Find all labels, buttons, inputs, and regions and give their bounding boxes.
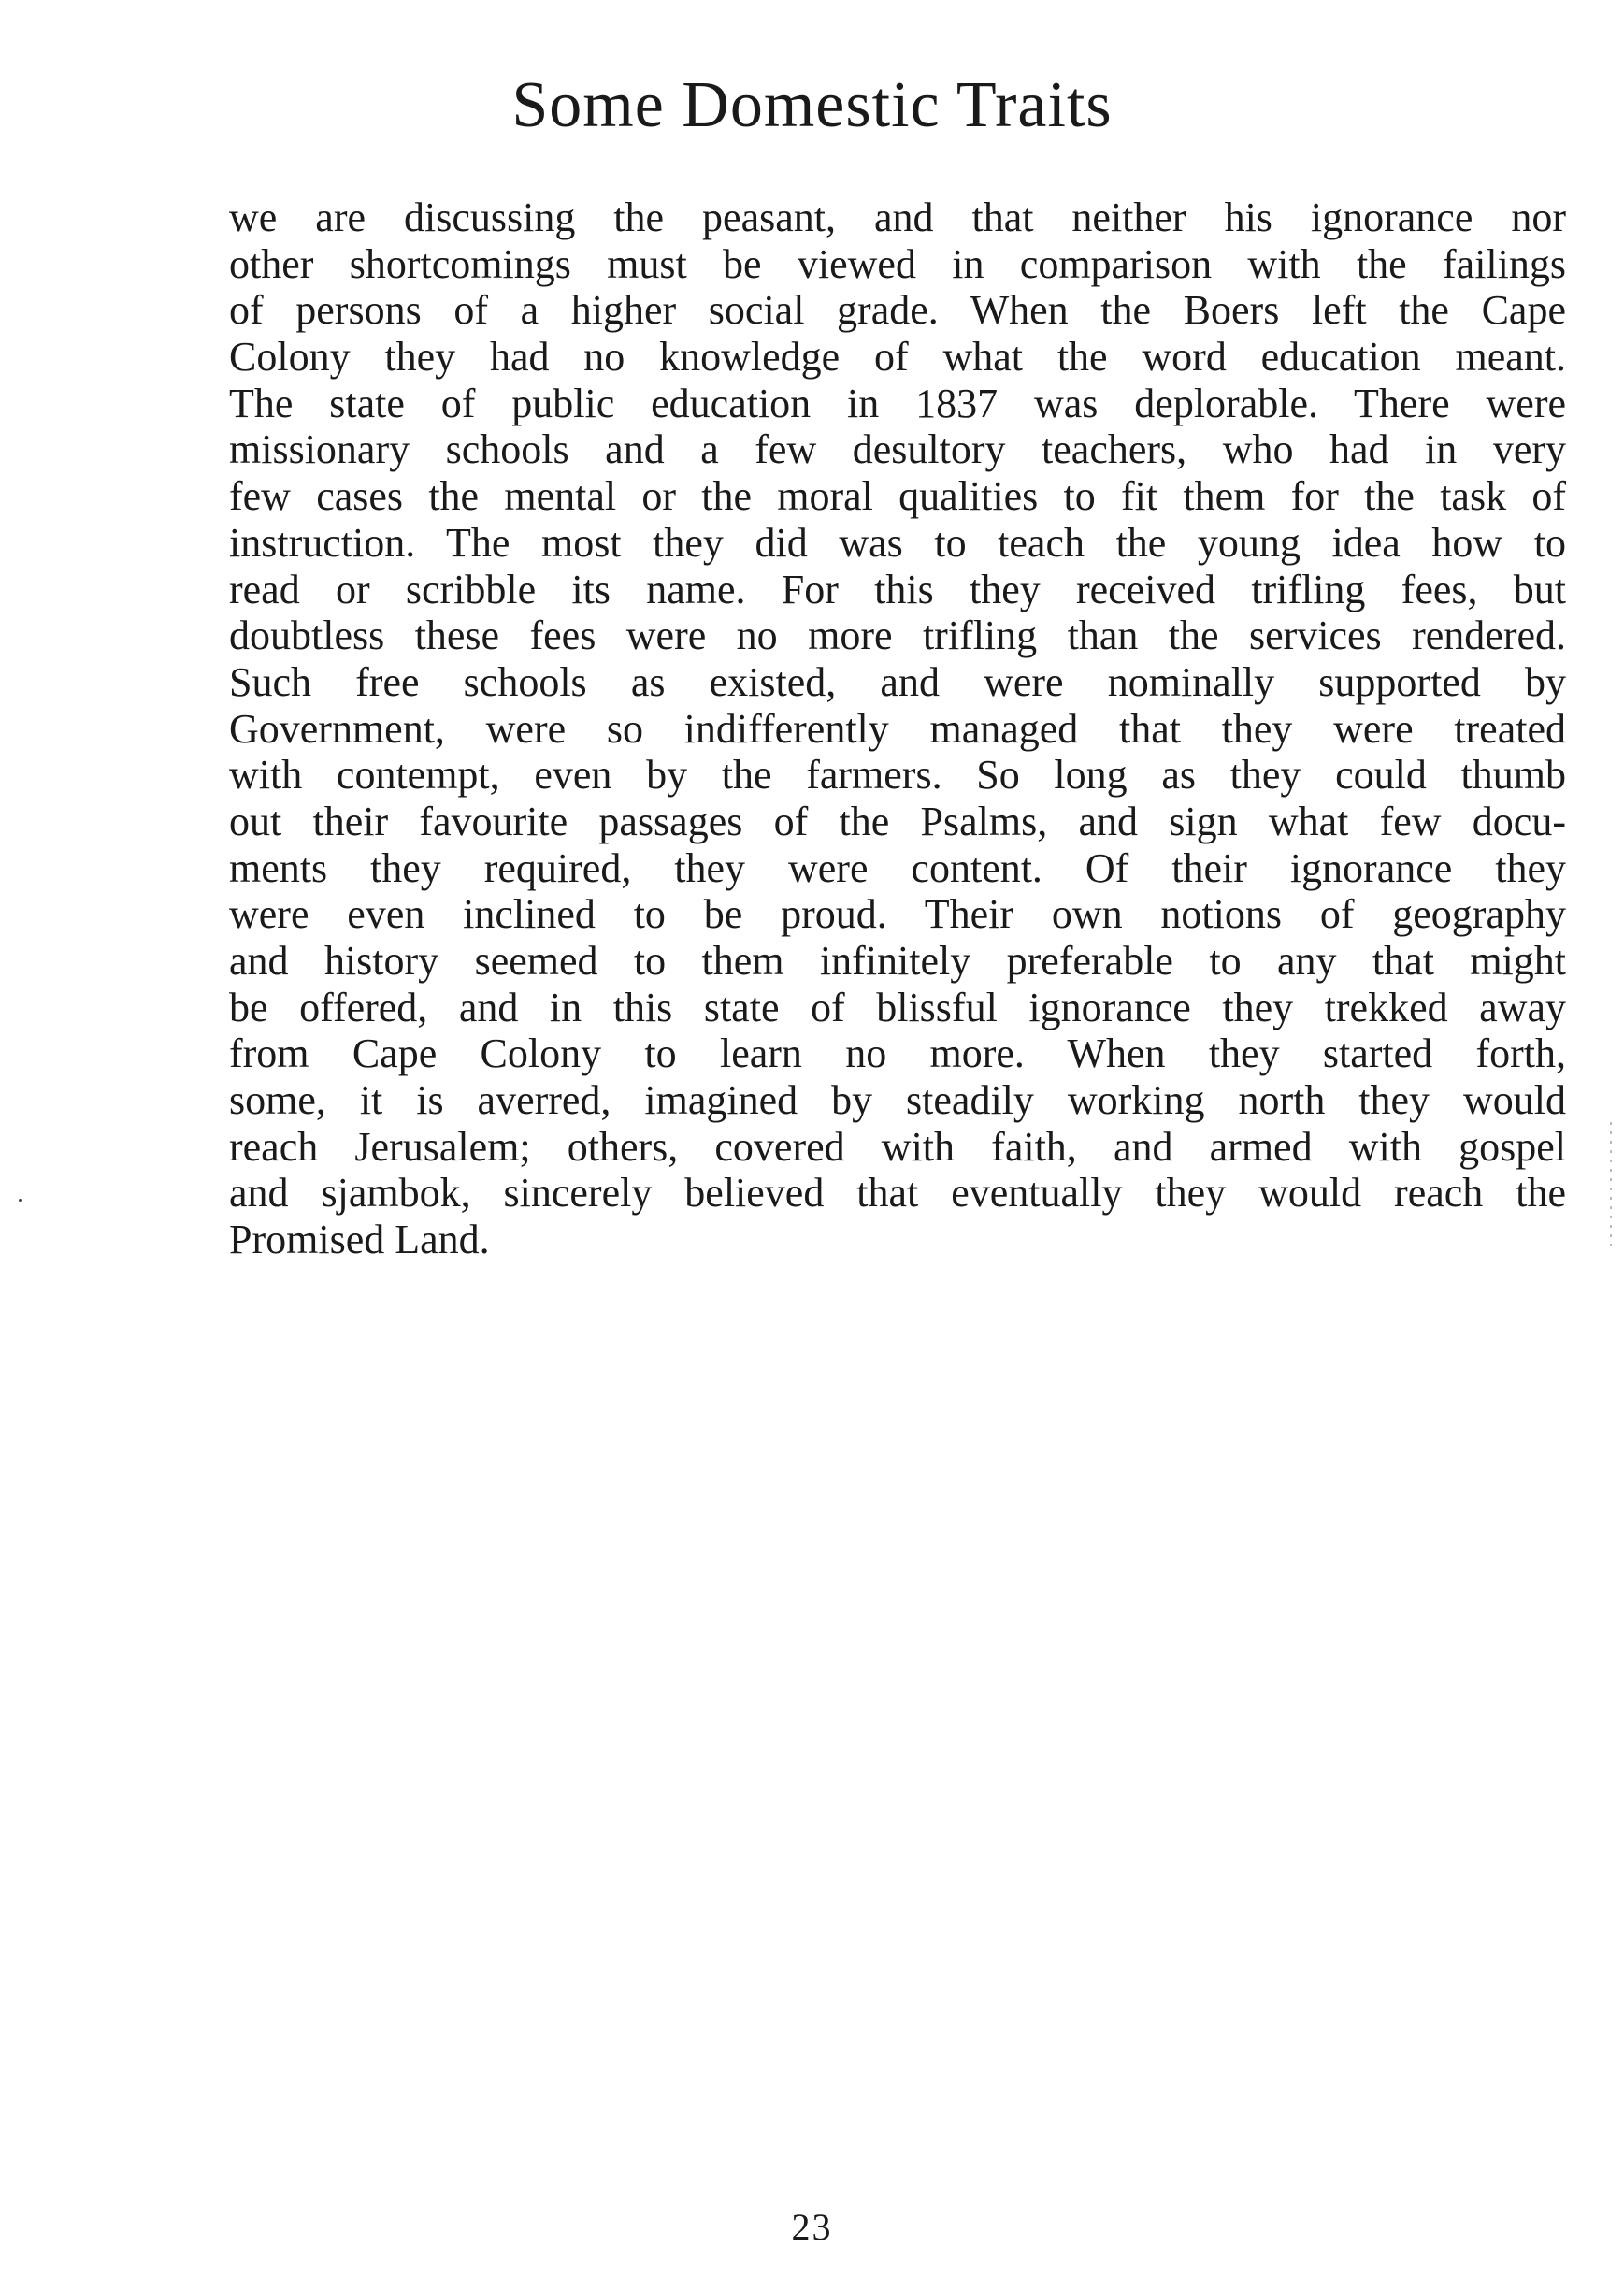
text-line: of persons of a higher social grade. When the Boers left the Cape xyxy=(229,287,1566,334)
text-line: doubtless these fees were no more trifling than the services rendered. xyxy=(229,612,1566,659)
text-line: ments they required, they were content. Of their ignorance they xyxy=(229,844,1566,891)
text-line: few cases the mental or the moral qualities to fit them for the task of xyxy=(229,473,1566,520)
text-line: read or scribble its name. For this they received trifling fees, but xyxy=(229,566,1566,612)
scan-edge-mark xyxy=(1610,1122,1612,1253)
text-line: Government, were so indifferently managed that they were treated xyxy=(229,705,1566,752)
text-line: reach Jerusalem; others, covered with faith, and armed with gospel xyxy=(229,1123,1566,1170)
margin-speck xyxy=(19,1199,22,1202)
text-line: from Cape Colony to learn no more. When they started forth, xyxy=(229,1030,1566,1077)
text-line: Such free schools as existed, and were nominally supported by xyxy=(229,658,1566,705)
text-line: missionary schools and a few desultory teachers, who had in very xyxy=(229,426,1566,473)
text-line: Promised Land. xyxy=(229,1217,490,1263)
running-head: Some Domestic Traits xyxy=(511,69,1113,141)
text-line: were even inclined to be proud. Their own notions of geography xyxy=(229,891,1566,938)
text-line: instruction. The most they did was to teach the young idea how to xyxy=(229,519,1566,566)
text-line: out their favourite passages of the Psalms, and sign what few docu- xyxy=(229,798,1566,844)
text-line: be offered, and in this state of blissful ignorance they trekked away xyxy=(229,984,1566,1030)
text-line: and history seemed to them infinitely preferable to any that might xyxy=(229,938,1566,984)
text-line: with contempt, even by the farmers. So long as they could thumb xyxy=(229,752,1566,799)
text-line: The state of public education in 1837 was deplorable. There were xyxy=(229,380,1566,426)
text-line: and sjambok, sincerely believed that eventually they would reach the xyxy=(229,1170,1566,1217)
page-number: 23 xyxy=(791,2206,833,2248)
body-text xyxy=(229,194,1566,1263)
text-line: some, it is averred, imagined by steadily working north they would xyxy=(229,1077,1566,1124)
text-line: we are discussing the peasant, and that neither his ignorance nor xyxy=(229,194,1566,240)
text-line: Colony they had no knowledge of what the word education meant. xyxy=(229,334,1566,381)
text-line: other shortcomings must be viewed in comparison with the failings xyxy=(229,240,1566,287)
